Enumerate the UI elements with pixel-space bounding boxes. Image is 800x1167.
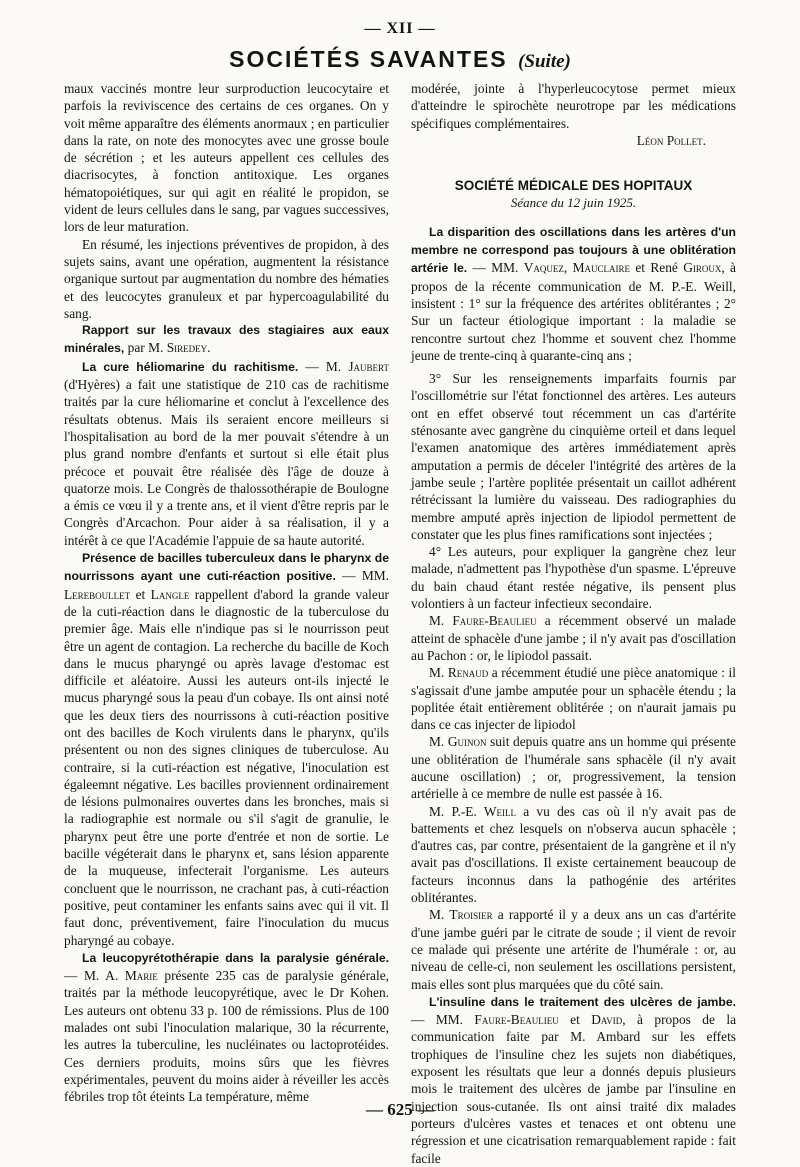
dash: — M. A.: [64, 968, 125, 984]
article: [411, 223, 736, 364]
intervention-body: suit depuis quatre ans un homme qui présente une oblitération de l'humérale sans sphacèle (il n'y avait aucune oscillation) ; or, progressivement, la tension artérielle à ce membre de nulle est passée à 16.: [411, 734, 736, 802]
intervention: [411, 612, 736, 664]
author-name: Vaquez: [523, 260, 564, 276]
intervention: [411, 906, 736, 992]
paragraph: En résumé, les injections préventives de propidon, à des sujets sains, avant une opération, augmentent la résistance organique surtout par augmentation du nombre des hématies et des leucocytes granuleux et par hypercoagulabilité du sang.: [64, 236, 389, 321]
author-name: P.-E. Weill: [451, 803, 516, 819]
prefix: M.: [429, 907, 450, 923]
article-heading: Présence de bacilles tuberculeux dans le pharynx de nourrissons ayant une cuti-réaction positive.: [64, 551, 389, 584]
article: [64, 549, 389, 949]
paragraph: modérée, jointe à l'hyperleucocytose permet mieux d'atteindre le spirochète neurotrope par les médications spécifiques complémentaires.: [411, 81, 736, 131]
intervention: [411, 733, 736, 802]
byline-end: .: [207, 340, 211, 356]
article: [64, 358, 389, 549]
page-number: — 625 —: [366, 1100, 434, 1119]
article-body: présente 235 cas de paralysie générale, traités par la méthode leucopyrétique, avec le Dr Kohen. Les auteurs ont obtenu 33 p. 100 de rémissions. Plus de 100 malades ont subi l'inoculation malarique, 30 la récurrente, les autres la tuberculine, les nucléinates ou lactoprotéides. Ces derniers produits, moins sûrs que les fièvres expérimentales, peuvent du moins aider à réveiller les accès fébriles trop tôt éteints La température, même: [64, 968, 389, 1105]
article-heading: La cure héliomarine du rachitisme.: [82, 359, 299, 374]
author-name: Guinon: [447, 734, 487, 750]
left-column: [64, 80, 389, 1106]
intervention-body: a vu des cas où il n'y avait pas de battements et chez lesquels on n'observa aucun sphacèle ; d'autres cas, par contre, présentaient de la gangrène et il n'y avait pas d'oscillations. Il existe certainement beaucoup de facteurs inconnus dans la pathogénie des artérites oblitérantes.: [411, 803, 737, 906]
section-title-suite: (Suite): [518, 51, 571, 72]
dash: — MM.: [335, 568, 390, 584]
author-name: Faure-Beaulieu: [474, 1012, 559, 1028]
intervention-body: a récemment étudié une pièce anatomique : il s'agissait d'une jambe amputée pour un sphacèle étendu ; la poplitée était entièrement oblitérée ; on n'aurait jamais pu dans ce cas injecter de lipiodol: [411, 665, 736, 733]
dash: — M.: [298, 358, 349, 374]
author-name: Marie: [124, 968, 158, 984]
intervention: [411, 664, 736, 733]
prefix: M.: [429, 803, 452, 819]
article: [64, 949, 389, 1106]
byline-text: par M.: [124, 340, 167, 356]
author-name: Troisier: [449, 907, 493, 923]
author-name: Jaubert: [348, 358, 389, 374]
intervention-body: a récemment observé un malade atteint de sphacèle d'une jambe ; il n'y avait pas d'oscillation au Pachon : or, le lipiodol passait.: [411, 613, 736, 663]
author-name: Langle: [150, 586, 190, 602]
signature: Léon Pollet.: [636, 132, 706, 148]
author-name: Renaud: [447, 665, 489, 681]
paragraph: 3° Sur les renseignements imparfaits fournis par l'oscillométrie sur l'état fonctionnel des artères. Les auteurs ont en effet observé tout récemment un cas d'artérite sténosante avec gangrène du cinquième orteil et dans lequel l'examen anatomique des artères immédiatement après amputation a permis de déceler l'intégrité des artères de la jambe seule ; l'artère poplitée présentait un caillot adhérent rétrécissant la lumière du vaisseau. Des radiographies du membre amputé après injection de lipiodol permettent de constater que les plus fines ramifications sont injectées ;: [411, 371, 736, 542]
author-name: Mauclaire: [572, 260, 631, 276]
dash: — MM.: [411, 1012, 475, 1028]
heading-text: Rapport sur les travaux des stagiaires aux eaux minérales,: [64, 323, 389, 356]
prefix: M.: [429, 613, 453, 629]
article-body: , à propos de la communication faite par M. Ambard sur les effets trophiques de l'insuline chez les sujets non diabétiques, exposent les résultats que leur a donnés depuis plusieurs mois le traitement des ulcères de jambe par l'insuline en injection sous-cutanée. Ils ont ainsi traité dix malades porteurs d'ulcères vastes et tenaces et ont obtenu une régression et une cicatrisation remarquablement rapide : fait facile: [411, 1012, 737, 1166]
article-heading: La leucopyrétothérapie dans la paralysie générale.: [82, 950, 389, 965]
prefix: M.: [429, 665, 448, 681]
right-column: [411, 80, 736, 1167]
separator: ,: [563, 260, 573, 276]
article-body: , à propos de la récente communication de M. P.-E. Weill, insistent : 1° sur la fréquence des artérites oblitérantes ; 2° Sur un facteur étiologique important : la maladie se rencontre surtout chez l'homme et souvent chez l'homme jeune de trente-cinq à quarante-cinq ans ;: [411, 260, 736, 363]
intervention: [411, 803, 736, 907]
section-title: SOCIÉTÉS SAVANTES: [229, 46, 508, 72]
session-date: Séance du 12 juin 1925.: [510, 195, 637, 211]
article-body: (d'Hyères) a fait une statistique de 210 cas de rachitisme traités par la cure héliomarine et conclut à l'excellence des résultats obtenus. Mais ils seraient encore meilleurs si l'hospitalisation au bord de la mer pouvait s'étendre à un plus grand nombre d'enfants et surtout si elle était plus précoce et pouvait être réalisée dès l'âge de douze à quatorze mois. Le Congrès de thalossothérapie de Boulogne a émis ce vœu il y a trente ans, et il vient d'être repris par le Congrès d'Arcachon. Pour aider à sa réalisation, il y a intérêt à ce que l'Académie l'appuie de sa haute autorité.: [64, 377, 389, 548]
prefix: M.: [429, 734, 448, 750]
society-heading: SOCIÉTÉ MÉDICALE DES HOPITAUX: [454, 178, 693, 194]
dash: — MM.: [467, 260, 524, 276]
article-heading: L'insuline dans le traitement des ulcères de jambe.: [429, 994, 736, 1009]
roman-folio: — XII —: [364, 20, 436, 37]
conjunction: et: [130, 586, 151, 602]
conjunction: et René: [630, 260, 684, 276]
intervention-body: a rapporté il y a deux ans un cas d'artérite d'une jambe guéri par le citrate de soude ; il vient de revoir ce malade qui présente une artérite de l'humérale : or, au niveau de celle-ci, non seulement les oscillations persistent, mais elles sont plus marquées que du côté sain.: [411, 907, 737, 992]
section-masthead: [0, 46, 800, 73]
author-name: Lereboullet: [64, 586, 131, 602]
author-name: Faure-Beaulieu: [452, 613, 537, 629]
author-name: David: [591, 1012, 623, 1028]
article-heading: [64, 322, 389, 358]
paragraph: maux vaccinés montre leur surproduction leucocytaire et parfois la reviviscence des certains de ces organes. On y voit même apparaître des éléments anormaux ; en particulier dans la rate, on note des monocytes avec une grosse boule de sécrétion ; et les auteurs appellent ces cellules des diacrisocytes, à fonction antitoxique. Les organes hématopoiétiques, sur qui agit en réalité le propidon, se vident de leurs cellules dans le sang, par vagues successives, lors de leur maturation.: [64, 81, 389, 235]
paragraph: 4° Les auteurs, pour expliquer la gangrène chez leur malade, n'admettent pas l'hypothèse d'un spasme. L'épreuve du bain chaud étant restée négative, ils pensent plus volontiers à un facteur infectieux secondaire.: [411, 544, 736, 612]
author-name: Siredey: [166, 340, 208, 356]
article-body: rappellent d'abord la grande valeur de la cuti-réaction dans le diagnostic de la tuberculose du premier âge. Mais elle n'indique pas si le nourrisson peut être un agent de contagion. La recherche du bacille de Koch dans le mucus pharyngé ou après lavage d'estomac est difficile et aléatoire. Aussi les auteurs ont-ils injecté le mucus pharyngé sous la peau d'un cobaye. Ils ont ainsi noté que les deux tiers des nourrissons à cuti-réaction positive ont des bacilles de Koch virulents dans le pharynx, qu'ils présentent ou non des signes cliniques de tuberculose. Au contraire, si la cuti-réaction est négative, l'inoculation est égaleemnt négative. Les bacilles proviennent ordinairement de lésions pulmonaires ouvertes dans les bronches, mais si la radiographie est normale ou s'il s'agit de granulie, le pharynx peut être une porte d'entrée et non de sortie. Le bacille végéterait dans le pharynx et, sans lésion apparente de la muqueuse, infecterait l'organisme. Les auteurs concluent que le nourrisson, ne crachant pas, à cuti-réaction positive, peut contaminer les enfants sains avec qui il vit. Il faut donc, préventivement, faire l'inoculation du mucus pharyngé au cobaye.: [64, 586, 389, 948]
conjunction: et: [558, 1012, 592, 1028]
article: [411, 993, 736, 1167]
author-name: Giroux: [683, 260, 722, 276]
article-heading: La disparition des oscillations dans les artères d'un membre ne correspond pas toujours à une oblitération artérie le.: [411, 224, 736, 276]
byline: [124, 340, 210, 355]
